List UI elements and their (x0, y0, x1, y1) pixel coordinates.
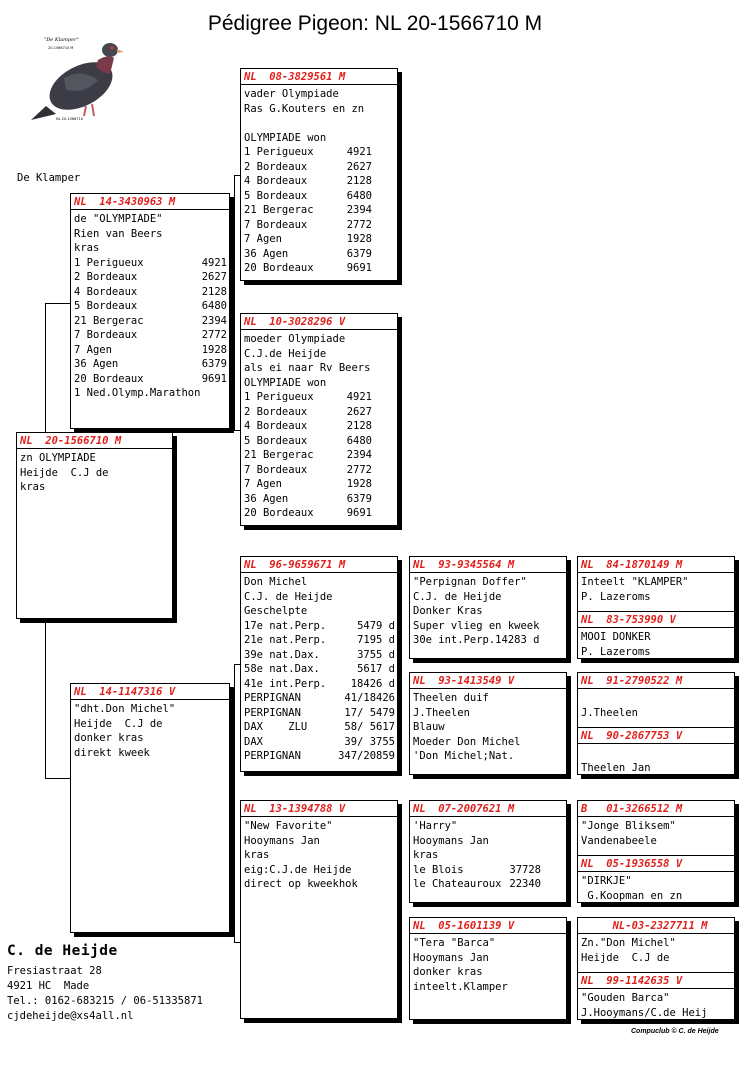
race-result: 2 Bordeaux 2627 (244, 405, 372, 418)
info-line (581, 691, 732, 706)
breeder-phone: Tel.: 0162-683215 / 06-51335871 (7, 995, 203, 1007)
ring-number: NL 93-1413549 V (410, 673, 566, 689)
ring-number: NL-03-2327711 M (578, 918, 734, 934)
race-result: 1 Perigueux 4921 (244, 391, 372, 403)
info-line: Super vlieg en kweek (413, 619, 540, 632)
info-line (244, 116, 395, 131)
info-line: C.J.de Heijde (244, 347, 327, 360)
info-line: C.J. de Heijde (413, 590, 502, 603)
race-result: 20 Bordeaux 9691 (244, 507, 372, 519)
race-result: PERPIGNAN 17/ 5479 (244, 706, 395, 719)
info-line: Inteelt "KLAMPER" (581, 576, 689, 588)
info-line: kras (74, 242, 100, 254)
race-result: 21 Bergerac 2394 (244, 204, 372, 216)
info-line: 1 Ned.Olymp.Marathon (74, 387, 201, 399)
info-line: Geschelpte (244, 605, 308, 617)
pedigree-card-ddd (409, 917, 567, 1020)
info-line: J.Theelen (581, 706, 638, 719)
race-result: 7 Agen 1928 (74, 343, 227, 356)
info-line: donker kras (74, 732, 144, 744)
info-line: OLYMPIADE won (244, 376, 327, 389)
info-line: als ei naar Rv Beers (244, 362, 371, 374)
race-result: DAX ZLU 58/ 5617 (244, 721, 395, 733)
race-result: 1 Perigueux 4921 (244, 146, 372, 158)
ring-number: NL 83-753990 V (578, 611, 734, 628)
info-line: direkt kweek (74, 746, 150, 759)
info-line: Hooymans Jan (413, 951, 489, 964)
info-line: "dht.Don Michel" (74, 703, 176, 715)
pedigree-card-dam (70, 683, 230, 933)
info-line: P. Lazeroms (581, 645, 651, 658)
pedigree-card-g4-pair-1 (577, 556, 735, 659)
race-result: 58e nat.Dax. 5617 d (244, 663, 395, 675)
race-result: 41e int.Perp. 18426 d (244, 677, 395, 690)
breeder-email[interactable]: cjdeheijde@xs4all.nl (7, 1010, 134, 1022)
race-result: 21 Bergerac 2394 (244, 449, 372, 461)
info-line (581, 746, 732, 761)
info-line: Hooymans Jan (413, 834, 489, 847)
pedigree-card-subject (16, 432, 173, 619)
pigeon-icon (26, 28, 138, 124)
info-line: kras (244, 849, 270, 861)
info-line: J.Theelen (413, 706, 470, 719)
pedigree-card-sire-dam (240, 313, 398, 526)
breeder-info (7, 944, 203, 1024)
race-result: 4 Bordeaux 2128 (244, 420, 372, 432)
info-line: "DIRKJE" (581, 875, 632, 887)
info-line: Zn."Don Michel" (581, 937, 676, 949)
ring-number: NL 91-2790522 M (578, 673, 734, 689)
race-result: le Chateauroux 22340 (413, 878, 541, 890)
pedigree-card-g4-pair-2 (577, 672, 735, 775)
info-line: 30e int.Perp.14283 d (413, 634, 540, 646)
info-line: "Perpignan Doffer" (413, 576, 527, 588)
info-line: OLYMPIADE won (244, 131, 327, 144)
info-line: Rien van Beers (74, 227, 163, 240)
info-line: P. Lazeroms (581, 590, 651, 603)
ring-number: NL 14-1147316 V (71, 684, 229, 700)
race-result: 39e nat.Dax. 3755 d (244, 648, 395, 661)
info-line: Theelen Jan (581, 761, 651, 774)
info-line: C.J. de Heijde (244, 590, 333, 603)
race-result: 17e nat.Perp. 5479 d (244, 619, 395, 632)
race-result: 7 Bordeaux 2772 (244, 463, 372, 476)
race-result: PERPIGNAN 347/20859 (244, 750, 395, 762)
info-line: Hooymans Jan (244, 834, 320, 847)
race-result: 20 Bordeaux 9691 (74, 372, 227, 385)
ring-number: NL 20-1566710 M (17, 433, 172, 449)
info-line: kras (413, 849, 439, 861)
race-result: 4 Bordeaux 2128 (244, 175, 372, 187)
info-line: 'Don Michel;Nat. (413, 750, 515, 762)
info-line: direct op kweekhok (244, 878, 358, 890)
info-line: Don Michel (244, 576, 308, 588)
pedigree-card-dds (409, 800, 567, 903)
logo-caption-small: 20-1566710 M (48, 46, 74, 50)
info-line: MOOI DONKER (581, 631, 651, 643)
ring-number: NL 13-1394788 V (241, 801, 397, 817)
connector (234, 664, 235, 942)
ring-number: NL 07-2007621 M (410, 801, 566, 817)
info-line: "New Favorite" (244, 820, 333, 832)
breeder-street: Fresiastraat 28 (7, 965, 102, 977)
pedigree-card-g4-pair-4 (577, 917, 735, 1020)
info-line: Theelen duif (413, 692, 489, 704)
breeder-name: C. de Heijde (7, 943, 118, 959)
pedigree-card-dam-sire (240, 556, 398, 772)
race-result: 21e nat.Perp. 7195 d (244, 634, 395, 646)
ring-number: B 01-3266512 M (578, 801, 734, 817)
race-result: 7 Bordeaux 2772 (74, 329, 227, 341)
connector (45, 303, 70, 304)
info-line: G.Koopman en zn (581, 889, 683, 902)
page-title: Pédigree Pigeon: NL 20-1566710 M (207, 12, 543, 35)
info-line: eig:C.J.de Heijde (244, 863, 352, 876)
pedigree-card-dsd (409, 672, 567, 775)
info-line: inteelt.Klamper (413, 980, 508, 993)
info-line: Donker Kras (413, 605, 483, 617)
race-result: 36 Agen 6379 (244, 247, 372, 260)
info-line: J.Hooymans/C.de Heij (581, 1006, 708, 1019)
pedigree-card-sire-sire (240, 68, 398, 281)
info-line: Vandenabeele (581, 834, 657, 847)
race-result: le Blois 37728 (413, 863, 541, 876)
race-result: 7 Agen 1928 (244, 233, 372, 245)
info-line: "Jonge Bliksem" (581, 820, 676, 832)
info-line: de "OLYMPIADE" (74, 213, 163, 225)
ring-number: NL 84-1870149 M (578, 557, 734, 573)
ring-number: NL 05-1601139 V (410, 918, 566, 934)
race-result: 7 Agen 1928 (244, 478, 372, 490)
race-result: 5 Bordeaux 6480 (244, 434, 372, 447)
info-line: Heijde C.J de (20, 466, 109, 479)
race-result: 1 Perigueux 4921 (74, 256, 227, 269)
info-line: kras (20, 481, 46, 493)
info-line: moeder Olympiade (244, 333, 346, 345)
strain-label: De Klamper (17, 172, 81, 184)
pedigree-card-g4-pair-3 (577, 800, 735, 903)
info-line: Blauw (413, 721, 445, 733)
info-line: zn OLYMPIADE (20, 452, 96, 464)
race-result: 7 Bordeaux 2772 (244, 218, 372, 231)
race-result: 4 Bordeaux 2128 (74, 285, 227, 298)
info-line: donker kras (413, 966, 483, 978)
pedigree-card-sire (70, 193, 230, 429)
info-line: "Tera "Barca" (413, 937, 496, 949)
pigeon-logo (26, 28, 138, 124)
info-line: vader Olympiade (244, 88, 339, 100)
info-line: "Gouden Barca" (581, 992, 670, 1004)
race-result: DAX 39/ 3755 (244, 735, 395, 748)
logo-caption-bottom: NL 20-1566710 (56, 117, 83, 121)
race-result: 21 Bergerac 2394 (74, 314, 227, 327)
ring-number: NL 90-2867753 V (578, 727, 734, 744)
logo-caption-top: "De Klamper" (44, 37, 79, 43)
connector (45, 620, 46, 778)
connector (45, 303, 46, 433)
info-line: 'Harry" (413, 820, 458, 832)
race-result: 20 Bordeaux 9691 (244, 262, 372, 274)
info-line: Heijde C.J de (581, 951, 670, 964)
breeder-city: 4921 HC Made (7, 980, 90, 992)
pedigree-card-dam-dam (240, 800, 398, 1019)
race-result: 36 Agen 6379 (74, 358, 227, 370)
race-result: 36 Agen 6379 (244, 492, 372, 505)
info-line: Moeder Don Michel (413, 735, 521, 748)
race-result: 5 Bordeaux 6480 (244, 189, 372, 202)
connector (234, 175, 235, 430)
race-result: 2 Bordeaux 2627 (244, 160, 372, 173)
credit-footer: Compuclub © C. de Heijde (631, 1028, 719, 1035)
ring-number: NL 08-3829561 M (241, 69, 397, 85)
info-line: Ras G.Kouters en zn (244, 102, 365, 115)
connector (45, 778, 70, 779)
race-result: PERPIGNAN 41/18426 (244, 692, 395, 704)
ring-number: NL 96-9659671 M (241, 557, 397, 573)
pedigree-card-dss (409, 556, 567, 659)
ring-number: NL 10-3028296 V (241, 314, 397, 330)
ring-number: NL 05-1936558 V (578, 855, 734, 872)
info-line: Heijde C.J de (74, 717, 163, 730)
race-result: 5 Bordeaux 6480 (74, 300, 227, 312)
race-result: 2 Bordeaux 2627 (74, 271, 227, 283)
ring-number: NL 99-1142635 V (578, 972, 734, 989)
ring-number: NL 14-3430963 M (71, 194, 229, 210)
ring-number: NL 93-9345564 M (410, 557, 566, 573)
